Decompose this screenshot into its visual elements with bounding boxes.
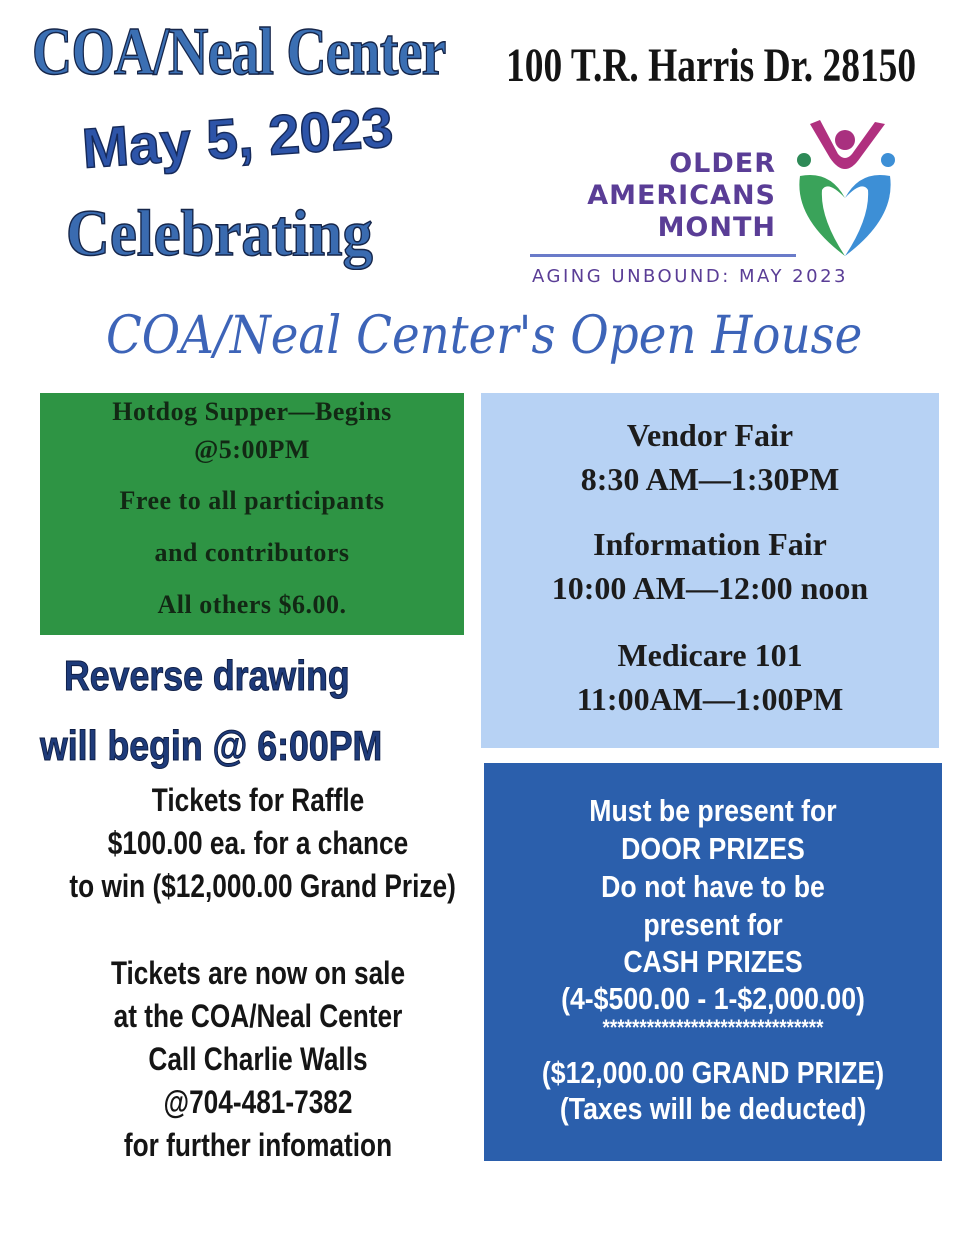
- prize-info-box: [484, 763, 942, 1161]
- reverse-drawing-heading: Reverse drawing: [64, 652, 350, 699]
- logo-text-americans: AMERICANS: [587, 180, 776, 211]
- logo-text-older: OLDER: [669, 148, 776, 179]
- center-title: COA/Neal Center: [32, 13, 446, 89]
- schedule-line: Information Fair: [593, 526, 827, 562]
- ticket-sale-line: at the COA/Neal Center: [113, 998, 403, 1034]
- schedule-info-box: [481, 393, 939, 748]
- event-date: May 5, 2023: [80, 95, 396, 180]
- center-address: 100 T.R. Harris Dr. 28150: [506, 39, 917, 92]
- logo-divider: [530, 254, 796, 257]
- raffle-line: $100.00 ea. for a chance: [107, 825, 409, 861]
- ticket-sale-line: for further infomation: [123, 1127, 393, 1163]
- logo-tagline: AGING UNBOUND: MAY 2023: [532, 266, 848, 287]
- prize-line: (4-$500.00 - 1-$2,000.00): [561, 981, 865, 1016]
- raffle-info: [28, 0, 488, 1242]
- prize-line: present for: [643, 907, 783, 942]
- open-house-heading: COA/Neal Center's Open House: [106, 306, 863, 366]
- prize-line: Must be present for: [589, 793, 837, 828]
- schedule-line: 8:30 AM—1:30PM: [580, 461, 840, 497]
- schedule-line: 10:00 AM—12:00 noon: [551, 570, 869, 606]
- prize-line: DOOR PRIZES: [621, 831, 805, 866]
- supper-line: Hotdog Supper—Begins: [112, 397, 392, 426]
- supper-line: All others $6.00.: [157, 590, 347, 619]
- raffle-line: Tickets for Raffle: [151, 782, 365, 818]
- schedule-line: Vendor Fair: [626, 417, 794, 453]
- logo-text-month: MONTH: [657, 212, 776, 243]
- contact-phone: @704-481-7382: [163, 1084, 353, 1120]
- supper-line: @5:00PM: [194, 435, 310, 464]
- prize-line: Do not have to be: [601, 869, 825, 904]
- schedule-line: 11:00AM—1:00PM: [576, 681, 844, 717]
- raffle-line: to win ($12,000.00 Grand Prize): [69, 868, 456, 904]
- drawing-time-heading: will begin @ 6:00PM: [40, 722, 383, 769]
- supper-line: and contributors: [154, 538, 350, 567]
- prize-line: CASH PRIZES: [623, 944, 803, 979]
- supper-line: Free to all participants: [119, 486, 385, 515]
- ticket-sale-line: Call Charlie Walls: [148, 1041, 368, 1077]
- people-heart-icon: [790, 118, 900, 268]
- prize-line: ($12,000.00 GRAND PRIZE): [541, 1055, 885, 1090]
- prize-line: (Taxes will be deducted): [559, 1091, 867, 1126]
- prize-divider: ******************************: [602, 1015, 824, 1040]
- schedule-line: Medicare 101: [617, 637, 803, 673]
- celebrating-heading: Celebrating: [66, 197, 373, 270]
- ticket-sale-line: Tickets are now on sale: [110, 955, 406, 991]
